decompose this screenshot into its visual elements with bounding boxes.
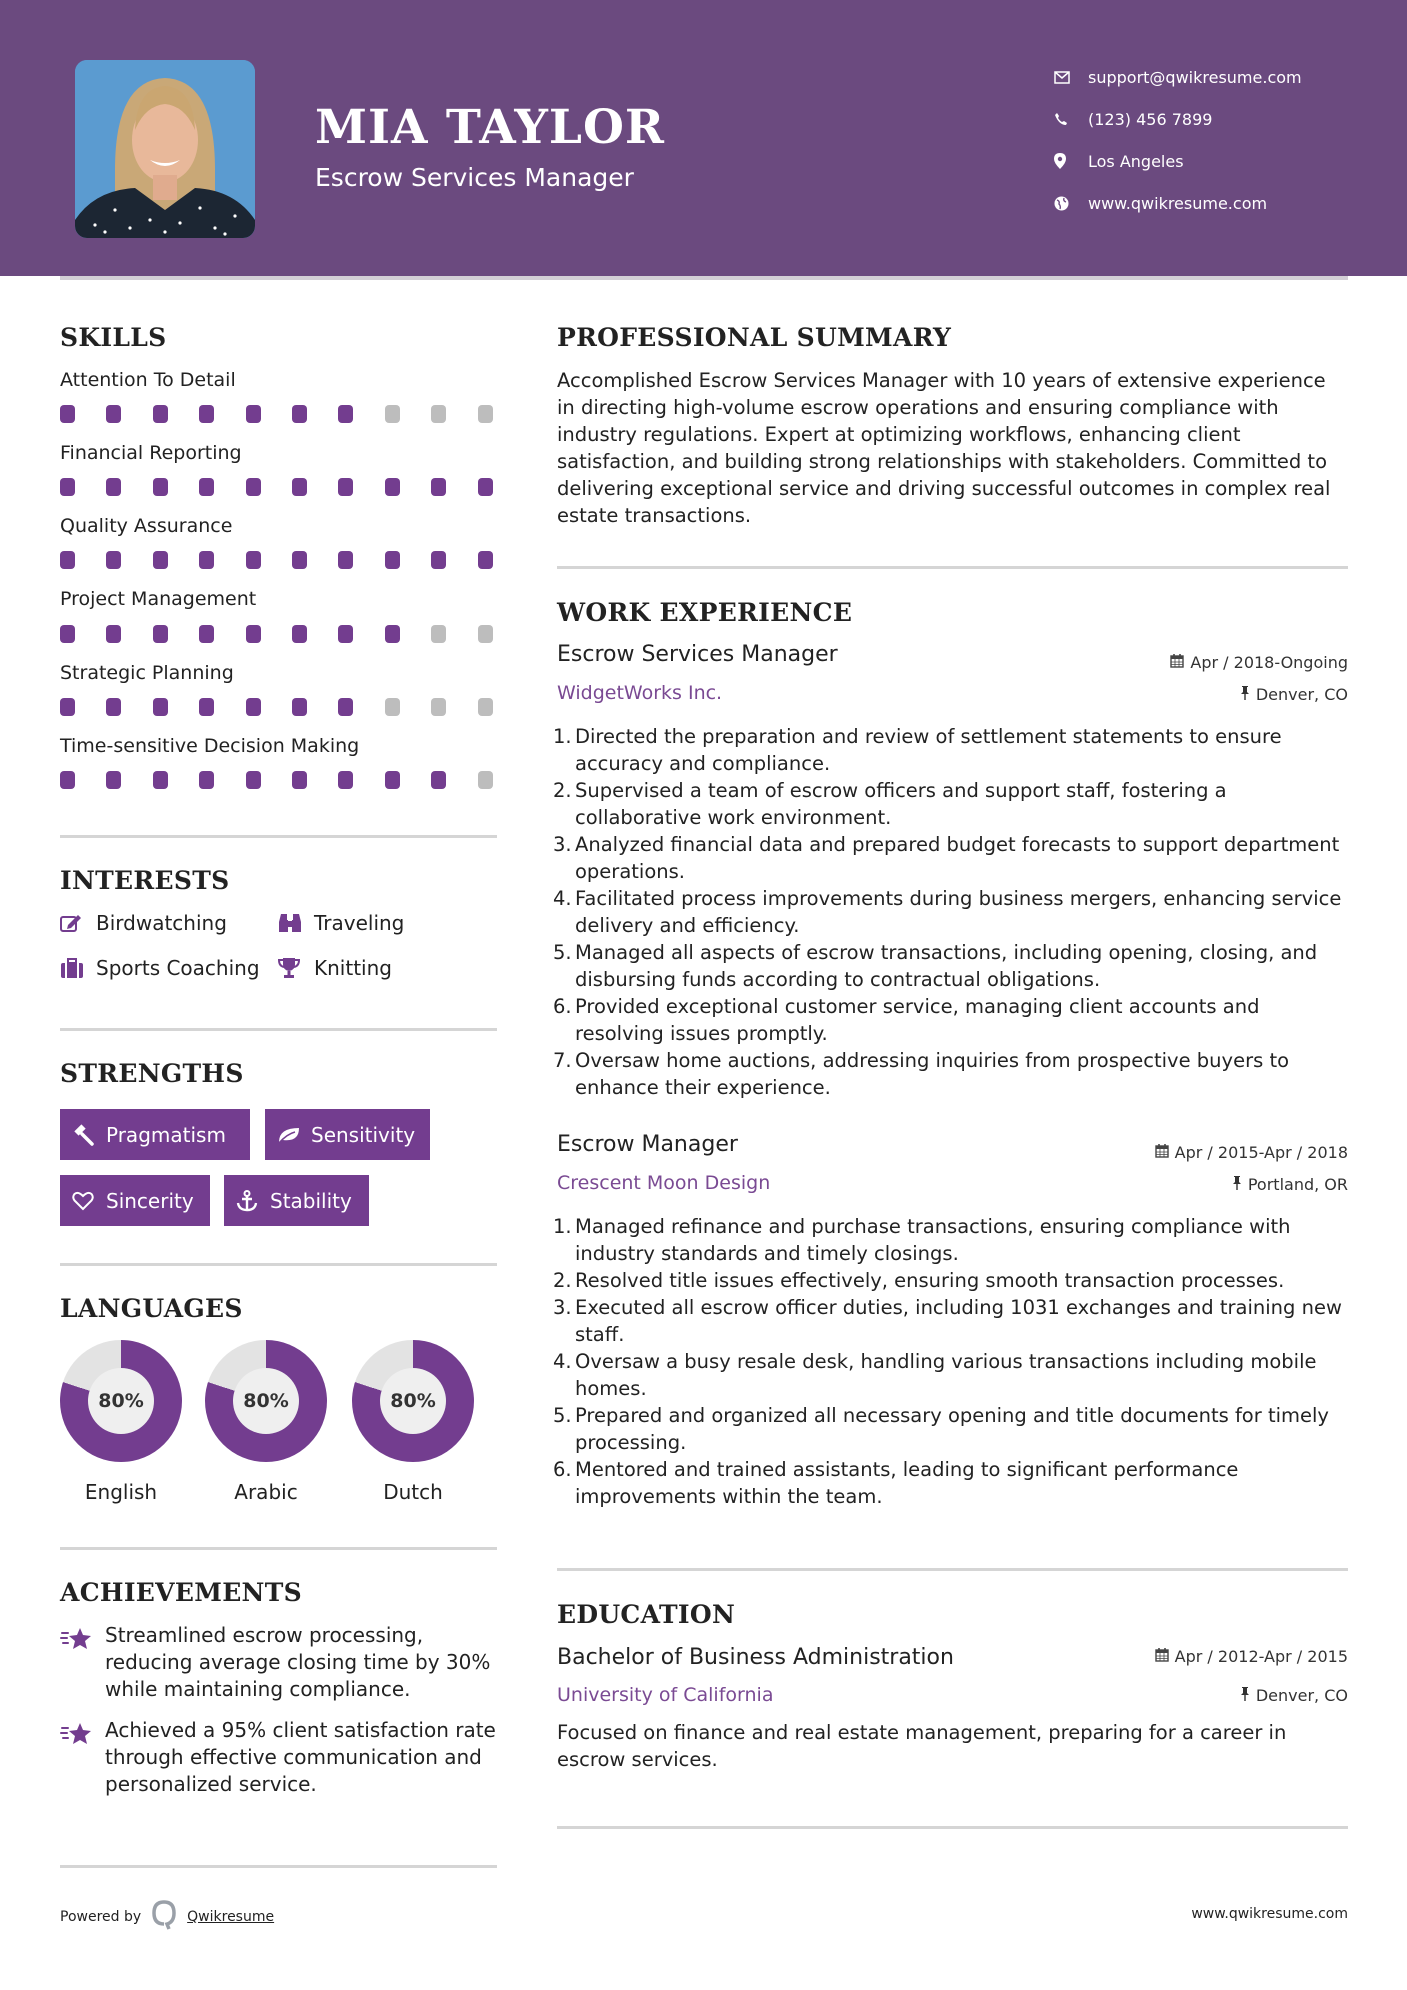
job-bullet: 5. Prepared and organized all necessary opening and title documents for timely processing. — [553, 1404, 1329, 1454]
skill-dot-filled — [60, 405, 75, 423]
language-percent: 80% — [233, 1368, 299, 1434]
skill-dot-filled — [199, 478, 214, 496]
section-divider — [557, 1568, 1348, 1571]
summary-heading: PROFESSIONAL SUMMARY — [557, 323, 952, 352]
section-divider — [60, 835, 497, 838]
strength-chip — [224, 1175, 369, 1226]
footer-powered-by — [60, 1900, 274, 1934]
achievement-item — [60, 1717, 497, 1798]
footer-website[interactable]: www.qwikresume.com — [1191, 1906, 1348, 1922]
languages-heading: LANGUAGES — [60, 1294, 243, 1323]
skill-dot-filled — [385, 551, 400, 569]
skill-dot-filled — [153, 405, 168, 423]
skill-dot-filled — [431, 771, 446, 789]
skill-dot-filled — [385, 478, 400, 496]
skill-dot-filled — [199, 698, 214, 716]
skill-rating — [60, 625, 497, 643]
job-location — [1232, 1175, 1348, 1194]
star-icon — [60, 1622, 105, 1703]
education-location-text: Denver, CO — [1255, 1686, 1348, 1705]
skill-dot-filled — [153, 551, 168, 569]
job-bullet: 2. Supervised a team of escrow officers and support staff, fostering a collaborative work environment. — [553, 779, 1227, 829]
skill-dot-filled — [60, 698, 75, 716]
skill-dot-filled — [431, 551, 446, 569]
skill-dot-filled — [385, 625, 400, 643]
edit-icon — [60, 913, 96, 933]
skill-label: Financial Reporting — [60, 442, 242, 464]
skill-dot-filled — [478, 478, 493, 496]
strength-label: Stability — [270, 1188, 352, 1213]
job-bullet: 5. Managed all aspects of escrow transactions, including opening, closing, and disbursing funds according to contractual obligations. — [553, 941, 1318, 991]
strength-label: Pragmatism — [106, 1122, 226, 1147]
education-heading: EDUCATION — [557, 1600, 736, 1629]
job-bullet: 3. Executed all escrow officer duties, including 1031 exchanges and training new staff. — [553, 1296, 1342, 1346]
job-bullet: 1. Managed refinance and purchase transactions, ensuring compliance with industry standards and timely closings. — [553, 1215, 1291, 1265]
interests-heading: INTERESTS — [60, 866, 230, 895]
envelope-icon — [1052, 71, 1088, 84]
achievements-heading: ACHIEVEMENTS — [60, 1578, 302, 1607]
skill-dot-filled — [60, 771, 75, 789]
job-bullet: 2. Resolved title issues effectively, ensuring smooth transaction processes. — [553, 1269, 1285, 1292]
skill-dot-empty — [478, 698, 493, 716]
skill-dot-empty — [478, 405, 493, 423]
resume-header — [0, 0, 1407, 276]
skill-dot-filled — [199, 625, 214, 643]
skill-dot-empty — [431, 698, 446, 716]
calendar-icon — [1155, 1143, 1169, 1162]
skill-dot-filled — [246, 698, 261, 716]
job-company: WidgetWorks Inc. — [557, 682, 723, 704]
strength-chip — [60, 1109, 250, 1160]
skill-dot-filled — [199, 405, 214, 423]
job-location-text: Denver, CO — [1255, 685, 1348, 704]
job-dates — [1155, 1143, 1348, 1162]
binoculars-icon — [278, 912, 314, 934]
interest-label: Knitting — [314, 956, 392, 980]
education-degree: Bachelor of Business Administration — [557, 1645, 954, 1670]
skill-dot-filled — [292, 478, 307, 496]
contact-email[interactable] — [1052, 56, 1302, 98]
job-title: Escrow Services Manager — [557, 642, 838, 667]
language-percent: 80% — [380, 1368, 446, 1434]
section-divider — [60, 1547, 497, 1550]
job-bullet: 6. Mentored and trained assistants, leading to significant performance improvements within the team. — [553, 1458, 1239, 1508]
header-divider — [60, 276, 1348, 280]
skill-dot-filled — [60, 551, 75, 569]
skill-dot-filled — [338, 625, 353, 643]
job-location — [1240, 685, 1348, 704]
skill-dot-filled — [292, 551, 307, 569]
skill-dot-filled — [431, 478, 446, 496]
skill-rating — [60, 551, 497, 569]
profile-photo — [75, 60, 255, 238]
achievement-text: Achieved a 95% client satisfaction rate through effective communication and personalized service. — [105, 1718, 496, 1796]
skill-dot-empty — [385, 698, 400, 716]
skill-label: Time-sensitive Decision Making — [60, 735, 360, 757]
qwikresume-logo-icon — [151, 1900, 177, 1934]
experience-heading: WORK EXPERIENCE — [557, 598, 853, 627]
skill-dot-filled — [60, 478, 75, 496]
skill-dot-filled — [106, 405, 121, 423]
language-donut — [60, 1340, 182, 1462]
interest-label: Birdwatching — [96, 911, 227, 935]
job-company: Crescent Moon Design — [557, 1172, 771, 1194]
achievement-item — [60, 1622, 497, 1703]
job-bullet: 7. Oversaw home auctions, addressing inquiries from prospective buyers to enhance their experience. — [553, 1049, 1290, 1099]
skill-dot-filled — [292, 771, 307, 789]
achievement-text: Streamlined escrow processing, reducing average closing time by 30% while maintaining compliance. — [105, 1623, 491, 1701]
suitcase-icon — [60, 958, 96, 978]
skill-dot-filled — [338, 771, 353, 789]
skill-dot-filled — [199, 551, 214, 569]
skill-dot-filled — [246, 478, 261, 496]
interest-item — [278, 956, 392, 980]
skill-dot-filled — [153, 625, 168, 643]
language-label: Arabic — [234, 1480, 298, 1504]
skill-dot-filled — [385, 771, 400, 789]
skill-dot-empty — [431, 405, 446, 423]
skill-dot-filled — [292, 405, 307, 423]
skill-rating — [60, 405, 497, 423]
skill-dot-filled — [292, 698, 307, 716]
section-divider — [557, 1826, 1348, 1829]
language-label: English — [84, 1480, 158, 1504]
candidate-name: MIA TAYLOR — [315, 100, 665, 155]
education-description: Focused on finance and real estate management, preparing for a career in escrow services. — [557, 1721, 1287, 1771]
skill-dot-filled — [106, 551, 121, 569]
map-marker-icon — [1052, 153, 1088, 169]
skill-dot-empty — [431, 625, 446, 643]
language-item — [352, 1340, 474, 1504]
skill-dot-filled — [246, 551, 261, 569]
language-donut — [352, 1340, 474, 1462]
section-divider — [557, 566, 1348, 569]
job-title: Escrow Manager — [557, 1132, 738, 1157]
anchor-icon — [236, 1190, 270, 1212]
skill-rating — [60, 698, 497, 716]
skill-dot-filled — [106, 698, 121, 716]
calendar-icon — [1155, 1647, 1169, 1666]
section-divider — [60, 1865, 497, 1868]
pushpin-icon — [1232, 1175, 1242, 1194]
interest-item — [60, 911, 227, 935]
contact-location-text: Los Angeles — [1088, 151, 1184, 171]
job-bullet: 4. Facilitated process improvements during business mergers, enhancing service delivery and efficiency. — [553, 887, 1342, 937]
skill-dot-filled — [338, 698, 353, 716]
job-bullet: 1. Directed the preparation and review of settlement statements to ensure accuracy and compliance. — [553, 725, 1282, 775]
candidate-role: Escrow Services Manager — [315, 163, 634, 192]
interest-label: Traveling — [314, 911, 405, 935]
skill-label: Project Management — [60, 588, 257, 610]
language-donut — [205, 1340, 327, 1462]
skill-label: Strategic Planning — [60, 662, 234, 684]
skills-heading: SKILLS — [60, 323, 167, 352]
skill-label: Attention To Detail — [60, 369, 236, 391]
skill-dot-filled — [153, 698, 168, 716]
strength-chip — [60, 1175, 210, 1226]
strength-chip — [265, 1109, 430, 1160]
contact-list — [1052, 56, 1302, 224]
pushpin-icon — [1240, 1686, 1250, 1705]
section-divider — [60, 1263, 497, 1266]
contact-location — [1052, 140, 1302, 182]
job-location-text: Portland, OR — [1247, 1175, 1348, 1194]
leaf-icon — [277, 1126, 311, 1144]
trophy-icon — [278, 957, 314, 979]
pushpin-icon — [1240, 685, 1250, 704]
skill-dot-filled — [246, 625, 261, 643]
skill-dot-filled — [106, 625, 121, 643]
job-bullet: 6. Provided exceptional customer service, managing client accounts and resolving issues promptly. — [553, 995, 1260, 1045]
powered-by-label: Powered by — [60, 1909, 142, 1925]
summary-text: Accomplished Escrow Services Manager with 10 years of extensive experience in directing high-volume escrow operations and ensuring compliance with industry regulations. Expert at optimizing workflows, enhancing client satisfaction, and building strong relationships with stakeholders. Committed to delivering exceptional service and driving successful outcomes in complex real estate transactions. — [557, 369, 1331, 527]
strength-label: Sincerity — [106, 1188, 194, 1213]
job-bullets — [553, 723, 1348, 1101]
skill-dot-filled — [199, 771, 214, 789]
education-location — [1240, 1686, 1348, 1705]
skill-dot-filled — [153, 478, 168, 496]
phone-icon — [1052, 112, 1088, 126]
calendar-icon — [1170, 653, 1184, 672]
job-dates-text: Apr / 2018-Ongoing — [1190, 653, 1348, 672]
job-bullet: 3. Analyzed financial data and prepared budget forecasts to support department operations. — [553, 833, 1340, 883]
language-item — [205, 1340, 327, 1504]
interest-item — [278, 911, 404, 935]
education-dates — [1155, 1647, 1348, 1666]
language-percent: 80% — [88, 1368, 154, 1434]
education-school: University of California — [557, 1684, 774, 1706]
job-dates-text: Apr / 2015-Apr / 2018 — [1174, 1143, 1348, 1162]
skill-dot-filled — [338, 405, 353, 423]
heart-icon — [72, 1191, 106, 1211]
skill-dot-filled — [338, 478, 353, 496]
skill-dot-filled — [246, 771, 261, 789]
skill-rating — [60, 771, 497, 789]
interest-item — [60, 956, 260, 980]
skill-dot-filled — [106, 771, 121, 789]
language-item — [60, 1340, 182, 1504]
contact-website[interactable] — [1052, 182, 1302, 224]
job-bullets — [553, 1213, 1348, 1510]
skill-dot-empty — [478, 771, 493, 789]
skill-dot-filled — [478, 551, 493, 569]
job-dates — [1170, 653, 1348, 672]
language-label: Dutch — [383, 1480, 443, 1504]
globe-icon — [1052, 196, 1088, 211]
skill-dot-empty — [478, 625, 493, 643]
strength-label: Sensitivity — [311, 1122, 416, 1147]
skill-dot-filled — [106, 478, 121, 496]
skill-rating — [60, 478, 497, 496]
skill-dot-filled — [60, 625, 75, 643]
strengths-heading: STRENGTHS — [60, 1059, 244, 1088]
interest-label: Sports Coaching — [96, 956, 260, 980]
contact-email-text: support@qwikresume.com — [1088, 67, 1302, 87]
section-divider — [60, 1028, 497, 1031]
skill-dot-filled — [153, 771, 168, 789]
skill-dot-empty — [385, 405, 400, 423]
education-dates-text: Apr / 2012-Apr / 2015 — [1174, 1647, 1348, 1666]
skill-dot-filled — [338, 551, 353, 569]
skill-label: Quality Assurance — [60, 515, 233, 537]
job-bullet: 4. Oversaw a busy resale desk, handling various transactions including mobile homes. — [553, 1350, 1317, 1400]
contact-phone-text: (123) 456 7899 — [1088, 109, 1213, 129]
contact-phone[interactable] — [1052, 98, 1302, 140]
skill-dot-filled — [246, 405, 261, 423]
skill-dot-filled — [292, 625, 307, 643]
star-icon — [60, 1717, 105, 1798]
gavel-icon — [72, 1124, 106, 1146]
qwikresume-link[interactable]: Qwikresume — [187, 1909, 275, 1925]
contact-website-text: www.qwikresume.com — [1088, 193, 1268, 213]
